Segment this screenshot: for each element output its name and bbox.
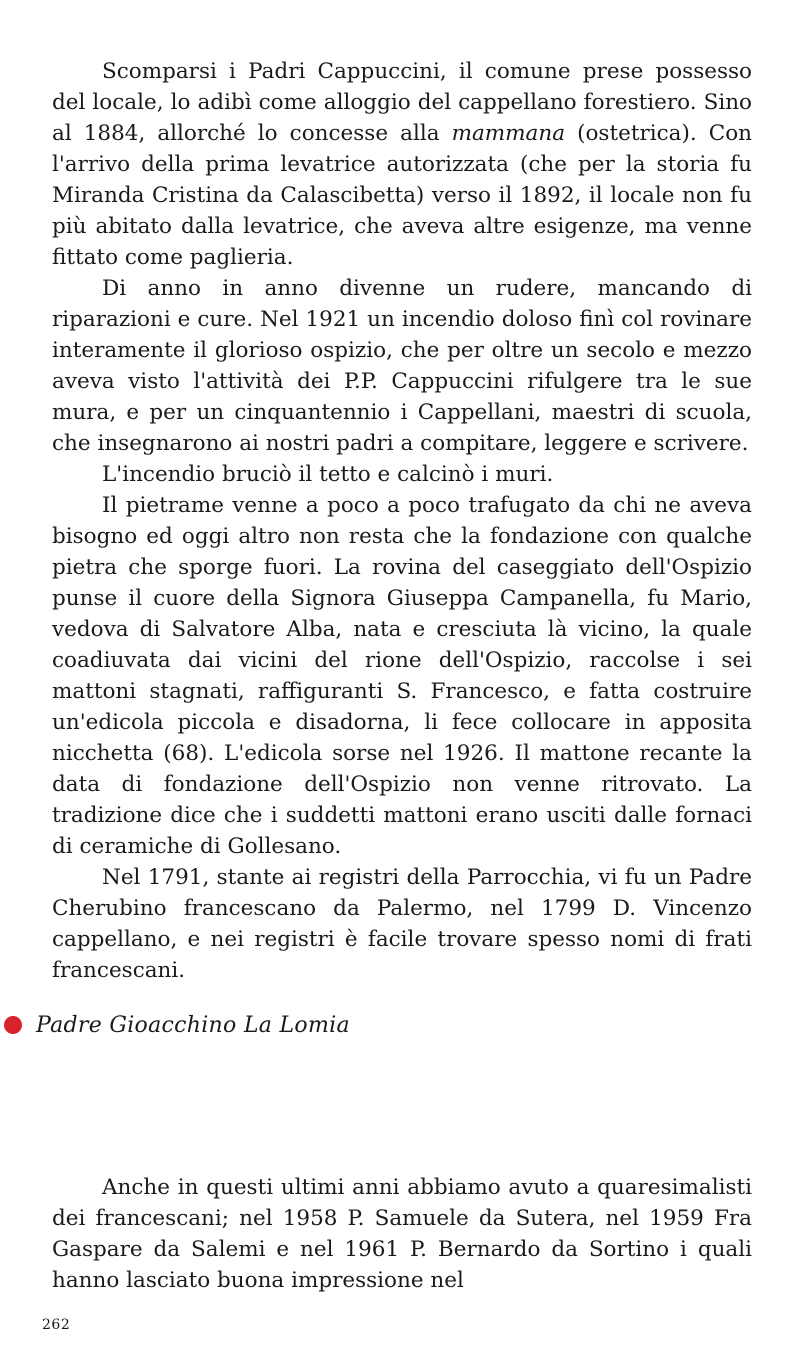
paragraph-3: L'incendio bruciò il tetto e calcinò i muri.: [102, 462, 554, 487]
paragraph-5: Nel 1791, stante ai registri della Parrocchia, vi fu un Padre Cherubino francescano da Palermo, nel 1799 D. Vincenzo cappellano, e nei registri è facile trovare spesso nomi di frati francescani.: [52, 865, 752, 983]
paragraph-1: [52, 56, 752, 273]
main-text-block: [52, 56, 752, 986]
paragraph-1-italic-term: mammana: [451, 121, 566, 146]
section-heading-text: Padre Gioacchino La Lomia: [36, 1012, 350, 1038]
section-paragraph: Anche in questi ultimi anni abbiamo avuto a quaresimalisti dei francescani; nel 1958 P. Samuele da Sutera, nel 1959 Fra Gaspare da Salemi e nel 1961 P. Bernardo da Sortino i quali hanno lasciato buona impressione nel: [52, 1175, 752, 1293]
paragraph-1-head: Scomparsi i Padri Cappuccini, il comune prese possesso del locale, lo adibì come alloggio del cappellano forestiero. Sino al 1884, allorché lo concesse alla: [52, 59, 752, 146]
paragraph-2: Di anno in anno divenne un rudere, mancando di riparazioni e cure. Nel 1921 un incendio doloso finì col rovinare interamente il glorioso ospizio, che per oltre un secolo e mezzo aveva visto l'attività dei P.P. Cappuccini rifulgere tra le sue mura, e per un cinquantennio i Cappellani, maestri di scuola, che insegnarono ai nostri padri a compitare, leggere e scrivere.: [52, 276, 752, 456]
paragraph-4: Il pietrame venne a poco a poco trafugato da chi ne aveva bisogno ed oggi altro non resta che la fondazione con qualche pietra che sporge fuori. La rovina del caseggiato dell'Ospizio punse il cuore della Signora Giuseppa Campanella, fu Mario, vedova di Salvatore Alba, nata e cresciuta là vicino, la quale coadiuvata dai vicini del rione dell'Ospizio, raccolse i sei mattoni stagnati, raffiguranti S. Francesco, e fatta costruire un'edicola piccola e disadorna, li fece collocare in apposita nicchetta (68). L'edicola sorse nel 1926. Il mattone recante la data di fondazione dell'Ospizio non venne ritrovato. La tradizione dice che i suddetti mattoni erano usciti dalle fornaci di ceramiche di Gollesano.: [52, 493, 752, 859]
red-bullet-icon: [4, 1016, 22, 1034]
page-number: 262: [42, 1317, 71, 1333]
paragraph-1-tail: (ostetrica). Con l'arrivo della prima levatrice autorizzata (che per la storia fu Miranda Cristina da Calascibetta) verso il 1892, il locale non fu più abitato dalla levatrice, che aveva altre esigenze, ma venne fittato come paglieria.: [52, 121, 752, 270]
section-text-block: [52, 1172, 752, 1296]
section-heading: [0, 1010, 760, 1040]
